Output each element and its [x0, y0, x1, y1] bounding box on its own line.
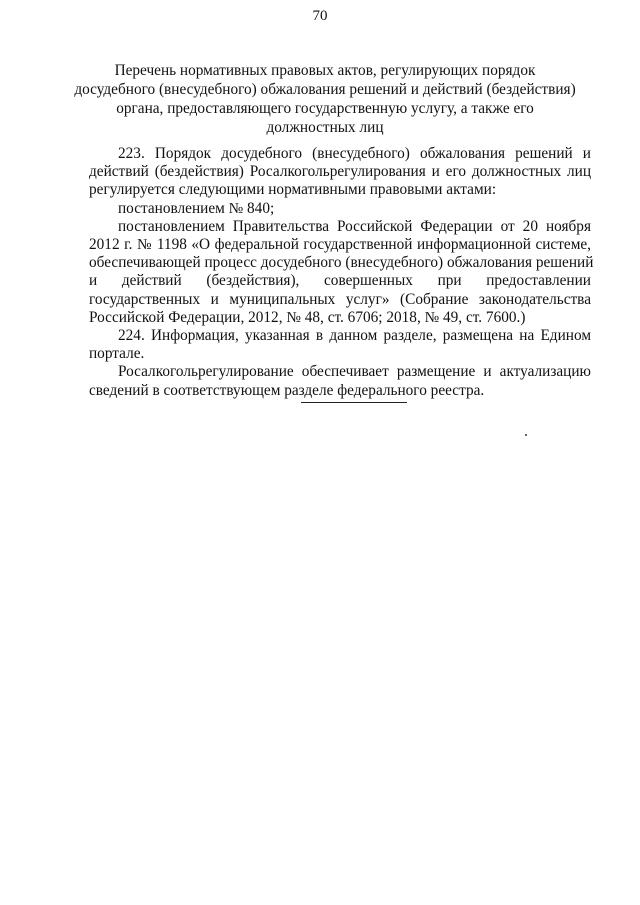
paragraph-223 — [89, 145, 591, 200]
paragraph-223-line-3: регулируется следующими нормативными правовыми актами: — [89, 181, 497, 199]
paragraph-resolution-1198-line-1: постановлением Правительства Российской Федерации от 20 ноября — [118, 217, 591, 235]
paragraph-224-line-1: 224. Информация, указанная в данном разделе, размещена на Едином — [118, 327, 591, 345]
spread-word-5: при — [437, 272, 462, 290]
paragraph-224 — [89, 327, 591, 363]
spread-word-3: (бездействия), — [206, 272, 300, 290]
heading-line-4: должностных лиц — [266, 119, 384, 136]
paragraph-224-line-2: портале. — [89, 345, 145, 363]
paragraph-rosalko — [89, 363, 591, 399]
spread-word-4: совершенных — [324, 272, 413, 290]
end-divider — [301, 402, 407, 403]
paragraph-resolution-1198 — [89, 217, 594, 327]
scan-speck — [525, 434, 527, 436]
heading-line-1: Перечень нормативных правовых актов, регулирующих порядок — [114, 62, 536, 79]
paragraph-resolution-1198-line-5: государственных и муниципальных услуг» (Собрание законодательства — [89, 290, 591, 308]
spread-word-6: предоставлении — [486, 272, 591, 290]
heading-line-3: органа, предоставляющего государственную услугу, а также его — [116, 100, 534, 117]
spread-word-1: и — [89, 272, 98, 290]
paragraph-rosalko-line-1: Росалкогольрегулирование обеспечивает размещение и актуализацию — [118, 363, 591, 381]
heading-line-2: досудебного (внесудебного) обжалования решений и действий (бездействия) — [74, 81, 576, 98]
page-number: 70 — [312, 8, 328, 24]
paragraph-resolution-1198-line-4 — [89, 272, 591, 290]
paragraph-resolution-1198-line-6: Российской Федерации, 2012, № 48, ст. 6706; 2018, № 49, ст. 7600.) — [89, 308, 526, 326]
paragraph-resolution-1198-line-3: обеспечивающей процесс досудебного (внесудебного) обжалования решений — [89, 254, 594, 272]
paragraph-rosalko-line-2: сведений в соответствующем разделе федерального реестра. — [89, 381, 485, 399]
section-heading — [60, 61, 590, 137]
paragraph-resolution-840 — [89, 200, 591, 218]
paragraph-resolution-840-line-1: постановлением № 840; — [118, 199, 275, 217]
paragraph-223-line-1: 223. Порядок досудебного (внесудебного) обжалования решений и — [118, 145, 591, 162]
paragraph-resolution-1198-line-2: 2012 г. № 1198 «О федеральной государственной информационной системе, — [89, 236, 591, 254]
spread-word-2: действий — [121, 272, 182, 290]
paragraph-223-line-2: действий (бездействия) Росалкогольрегулирования и его должностных лиц — [89, 163, 591, 181]
document-body — [89, 145, 594, 400]
